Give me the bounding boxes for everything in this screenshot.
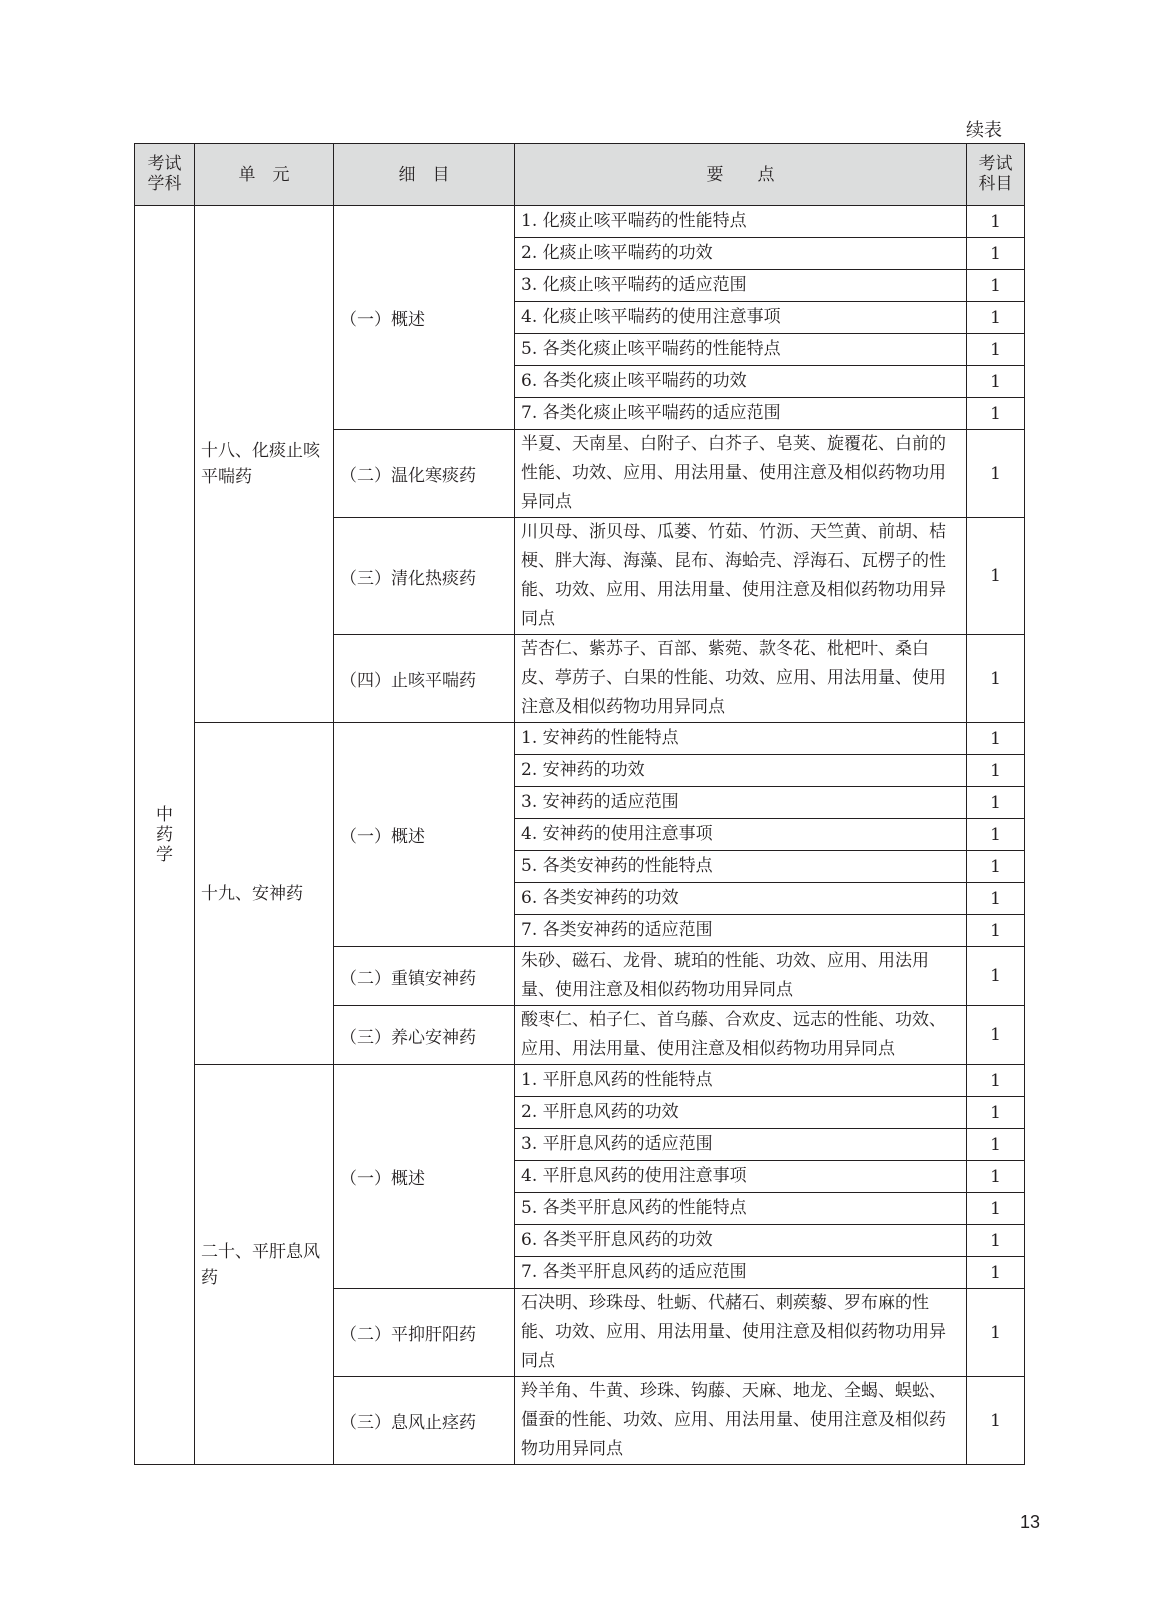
point-cell: 2. 安神药的功效 — [515, 755, 967, 787]
point-cell: 1. 化痰止咳平喘药的性能特点 — [515, 206, 967, 238]
table-row — [135, 1065, 1025, 1097]
table-header-row — [135, 144, 1025, 206]
exam-cell: 1 — [967, 1193, 1025, 1225]
exam-cell: 1 — [967, 787, 1025, 819]
exam-cell: 1 — [967, 1097, 1025, 1129]
header-subject: 考试学科 — [135, 144, 195, 206]
exam-cell: 1 — [967, 398, 1025, 430]
point-cell: 4. 安神药的使用注意事项 — [515, 819, 967, 851]
exam-cell: 1 — [967, 947, 1025, 1006]
point-cell: 2. 平肝息风药的功效 — [515, 1097, 967, 1129]
point-cell: 1. 平肝息风药的性能特点 — [515, 1065, 967, 1097]
point-cell: 3. 安神药的适应范围 — [515, 787, 967, 819]
header-points: 要 点 — [515, 144, 967, 206]
detail-cell: （一）概述 — [334, 723, 515, 947]
detail-cell: （三）养心安神药 — [334, 1006, 515, 1065]
point-cell: 7. 各类平肝息风药的适应范围 — [515, 1257, 967, 1289]
exam-cell: 1 — [967, 1289, 1025, 1377]
syllabus-table — [134, 143, 1025, 1465]
point-cell: 朱砂、磁石、龙骨、琥珀的性能、功效、应用、用法用量、使用注意及相似药物功用异同点 — [515, 947, 967, 1006]
header-unit: 单 元 — [195, 144, 334, 206]
header-detail: 细 目 — [334, 144, 515, 206]
exam-cell: 1 — [967, 1257, 1025, 1289]
point-cell: 7. 各类化痰止咳平喘药的适应范围 — [515, 398, 967, 430]
exam-cell: 1 — [967, 334, 1025, 366]
table-row — [135, 723, 1025, 755]
point-cell: 酸枣仁、柏子仁、首乌藤、合欢皮、远志的性能、功效、应用、用法用量、使用注意及相似药物功用异同点 — [515, 1006, 967, 1065]
point-cell: 6. 各类平肝息风药的功效 — [515, 1225, 967, 1257]
detail-cell: （一）概述 — [334, 1065, 515, 1289]
exam-cell: 1 — [967, 518, 1025, 635]
detail-cell: （二）温化寒痰药 — [334, 430, 515, 518]
exam-cell: 1 — [967, 1006, 1025, 1065]
unit-cell: 十八、化痰止咳平喘药 — [195, 206, 334, 723]
detail-cell: （三）清化热痰药 — [334, 518, 515, 635]
point-cell: 2. 化痰止咳平喘药的功效 — [515, 238, 967, 270]
detail-cell: （四）止咳平喘药 — [334, 635, 515, 723]
point-cell: 川贝母、浙贝母、瓜蒌、竹茹、竹沥、天竺黄、前胡、桔梗、胖大海、海藻、昆布、海蛤壳、浮海石、瓦楞子的性能、功效、应用、用法用量、使用注意及相似药物功用异同点 — [515, 518, 967, 635]
point-cell: 7. 各类安神药的适应范围 — [515, 915, 967, 947]
exam-cell: 1 — [967, 915, 1025, 947]
point-cell: 5. 各类安神药的性能特点 — [515, 851, 967, 883]
table-body — [135, 206, 1025, 1465]
exam-cell: 1 — [967, 1377, 1025, 1465]
exam-cell: 1 — [967, 883, 1025, 915]
subject-cell — [135, 206, 195, 1465]
exam-cell: 1 — [967, 1161, 1025, 1193]
point-cell: 5. 各类平肝息风药的性能特点 — [515, 1193, 967, 1225]
detail-cell: （一）概述 — [334, 206, 515, 430]
point-cell: 6. 各类安神药的功效 — [515, 883, 967, 915]
point-cell: 半夏、天南星、白附子、白芥子、皂荚、旋覆花、白前的性能、功效、应用、用法用量、使用注意及相似药物功用异同点 — [515, 430, 967, 518]
continued-label: 续表 — [966, 120, 1002, 141]
point-cell: 羚羊角、牛黄、珍珠、钩藤、天麻、地龙、全蝎、蜈蚣、僵蚕的性能、功效、应用、用法用量、使用注意及相似药物功用异同点 — [515, 1377, 967, 1465]
detail-cell: （二）重镇安神药 — [334, 947, 515, 1006]
point-cell: 1. 安神药的性能特点 — [515, 723, 967, 755]
point-cell: 4. 平肝息风药的使用注意事项 — [515, 1161, 967, 1193]
header-exam: 考试科目 — [967, 144, 1025, 206]
exam-cell: 1 — [967, 819, 1025, 851]
detail-cell: （三）息风止痉药 — [334, 1377, 515, 1465]
point-cell: 3. 平肝息风药的适应范围 — [515, 1129, 967, 1161]
exam-cell: 1 — [967, 302, 1025, 334]
exam-cell: 1 — [967, 1129, 1025, 1161]
point-cell: 5. 各类化痰止咳平喘药的性能特点 — [515, 334, 967, 366]
point-cell: 4. 化痰止咳平喘药的使用注意事项 — [515, 302, 967, 334]
point-cell: 3. 化痰止咳平喘药的适应范围 — [515, 270, 967, 302]
exam-cell: 1 — [967, 755, 1025, 787]
exam-cell: 1 — [967, 238, 1025, 270]
subject-label: 中药学 — [156, 805, 173, 865]
exam-cell: 1 — [967, 366, 1025, 398]
exam-cell: 1 — [967, 270, 1025, 302]
point-cell: 苦杏仁、紫苏子、百部、紫菀、款冬花、枇杷叶、桑白皮、葶苈子、白果的性能、功效、应用、用法用量、使用注意及相似药物功用异同点 — [515, 635, 967, 723]
exam-cell: 1 — [967, 851, 1025, 883]
exam-cell: 1 — [967, 635, 1025, 723]
point-cell: 6. 各类化痰止咳平喘药的功效 — [515, 366, 967, 398]
exam-cell: 1 — [967, 430, 1025, 518]
exam-cell: 1 — [967, 723, 1025, 755]
unit-cell: 十九、安神药 — [195, 723, 334, 1065]
exam-cell: 1 — [967, 1065, 1025, 1097]
detail-cell: （二）平抑肝阳药 — [334, 1289, 515, 1377]
exam-cell: 1 — [967, 206, 1025, 238]
point-cell: 石决明、珍珠母、牡蛎、代赭石、刺蒺藜、罗布麻的性能、功效、应用、用法用量、使用注意及相似药物功用异同点 — [515, 1289, 967, 1377]
page-number: 13 — [1020, 1512, 1041, 1532]
exam-cell: 1 — [967, 1225, 1025, 1257]
table-row — [135, 206, 1025, 238]
unit-cell: 二十、平肝息风药 — [195, 1065, 334, 1465]
